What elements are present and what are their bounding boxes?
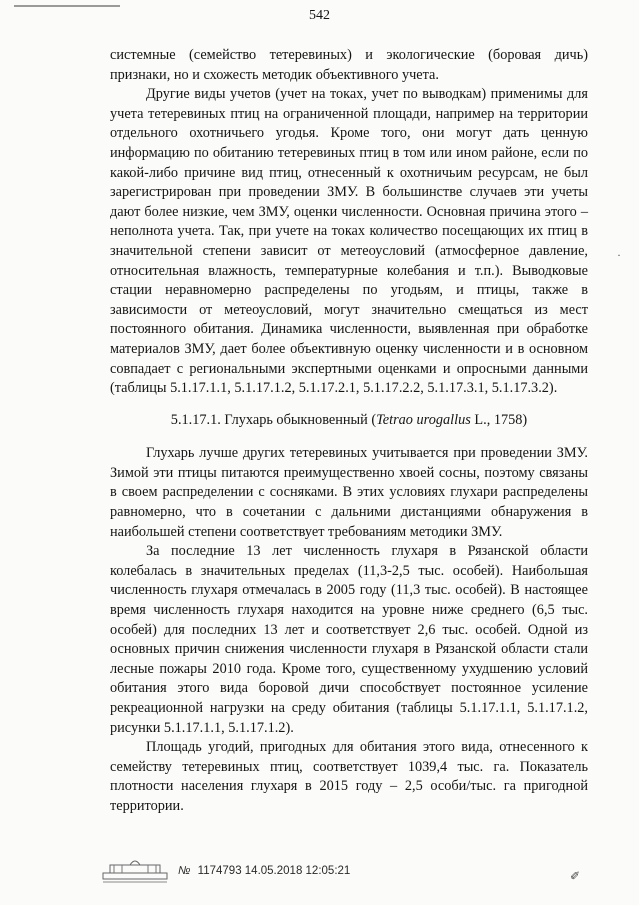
intro-paragraph-1: системные (семейство тетеревиных) и экологические (боровая дичь) признаки, но и схожесть методик объективного учета. [110,47,588,83]
registration-number-date: 1174793 14.05.2018 12:05:21 [197,865,351,877]
section-heading [110,411,588,431]
top-scan-line [14,5,120,7]
page-body [110,46,588,817]
footer-mark: ✐ [570,869,581,883]
number-sign: № [178,865,191,877]
section-paragraph-2: За последние 13 лет численность глухаря в Рязанской области колебалась в значительных пределах (11,3-2,5 тыс. особей). Наибольшая численность глухаря отмечалась в 2005 году (11,3 тыс. особей). В настоящее время численность глухаря находится на уровне ниже среднего (6,5 тыс. особей) для последних 13 лет и соответствует 2,6 тыс. особей. Одной из основных причин снижения численности глухаря в Рязанской области стали лесные пожары 2010 года. Кроме того, существенному ухудшению условий обитания этого вида боровой дичи способствует постоянное усиление рекреационной нагрузки на среду обитания (таблицы 5.1.17.1.1, 5.1.17.1.2, рисунки 5.1.17.1.1, 5.1.17.1.2). [110,543,588,736]
intro-paragraph-2: Другие виды учетов (учет на токах, учет по выводкам) применимы для учета тетеревиных птиц на ограниченной площади, например на территории отдельного охотничьего угодья. Кроме того, они могут дать ценную информацию по обитанию тетеревиных птиц в том или ином районе, если по какой-либо причине вид птиц, отнесенный к охотничьим ресурсам, не был зарегистрирован при проведении ЗМУ. В большинстве случаев эти учеты дают более низкие, чем ЗМУ, оценки численности. Основная причина этого – неполнота учета. Так, при учете на токах количество посещающих их птиц в значительной степени зависит от метеоусловий (атмосферное давление, относительная влажность, температурные колебания и т.п.). Выводковые стации неравномерно распределены по угодьям, и птицы, также в зависимости от метеоусловий, могут значительно смещаться из мест постоянного обитания. Динамика численности, выявленная при обработке материалов ЗМУ, дает более объективную оценку численности и в основном совпадает с региональными экспертными оценками и опросными данными (таблицы 5.1.17.1.1, 5.1.17.1.2, 5.1.17.2.1, 5.1.17.2.2, 5.1.17.3.1, 5.1.17.3.2). [110,86,588,397]
section-heading-author-year: L., 1758) [470,411,528,428]
registry-stamp-icon [100,855,170,885]
registration-info [178,865,350,877]
section-heading-title: 5.1.17.1. Глухарь обыкновенный ( [170,411,377,428]
registration-footer [100,855,600,885]
page-number: 542 [309,8,330,23]
section-paragraph-3: Площадь угодий, пригодных для обитания этого вида, отнесенного к семейству тетеревиных птиц, соответствует 1039,4 тыс. га. Показатель плотности населения глухаря в 2015 году – 2,5 особи/тыс. га пригодной территории. [110,739,588,814]
section-paragraph-1: Глухарь лучше других тетеревиных учитывается при проведении ЗМУ. Зимой эти птицы питаются преимущественно хвоей сосны, поэтому связаны в своем распределении с сосняками. В этих условиях глухари распределены равномерно, что в сочетании с дальними дистанциями обнаружения в наибольшей степени соответствует требованиям методики ЗМУ. [110,445,588,540]
margin-mark: · [617,248,621,262]
section-heading-latin-name: Tetrao urogallus [376,411,471,428]
